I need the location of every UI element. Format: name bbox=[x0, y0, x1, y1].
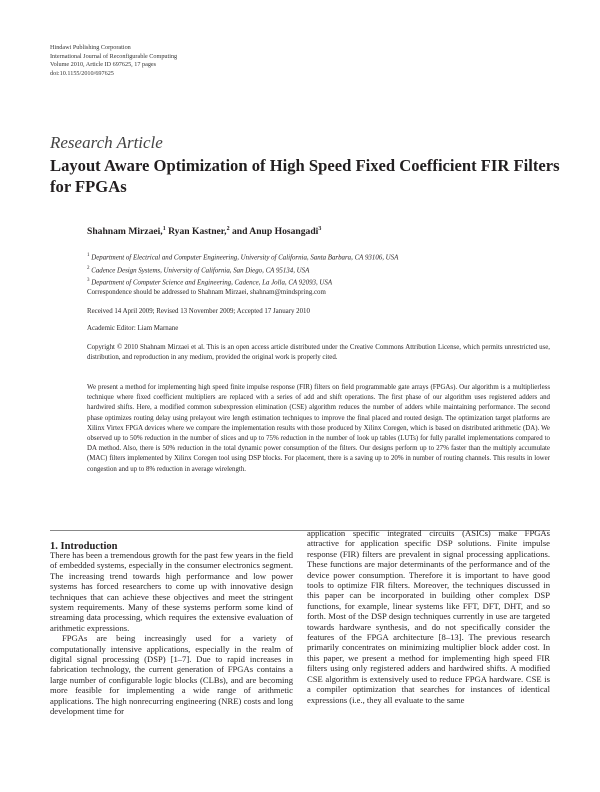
paragraph: FPGAs are being increasingly used for a variety of computationally intensive applications, especially in the realm of digital signal processing (DSP) [1–7]. Due to rapid increases in fabrication technology, the current generation of FPGAs contains a large number of configurable logic blocks (CLBs), and are becoming more feasible for implementing a wide range of arithmetic applications. The high nonrecurring engineering (NRE) costs and long development time for bbox=[50, 633, 293, 717]
abstract: We present a method for implementing high speed finite impulse response (FIR) filters on field programmable gate arrays (FPGAs). Our algorithm is a multiplierless technique where fixed coefficient multipliers are replaced with a series of add and shift operations. The first phase of our algorithm uses registered adders and hardwired shifts. Here, a modified common subexpression elimination (CSE) algorithm reduces the number of adders while maintaining performance. The second phase optimizes routing delay using prelayout wire length estimation techniques to improve the final placed and routed design. The optimization target platforms are Xilinx Virtex FPGA devices where we compare the implementation results with those produced by Xilinx Coregen, which is based on distributed arithmetic (DA). We observed up to 50% reduction in the number of slices and up to 75% reduction in the number of look up tables (LUTs) for fully parallel implementations compared to DA method. Also, there is 50% reduction in the total dynamic power consumption of the filters. Our designs perform up to 27% faster than the multiply accumulate (MAC) filters implemented by Xilinx Coregen tool using DSP blocks. For placement, there is a saving up to 20% in number of routing channels. This results in lower congestion and up to 8% reduction in average wirelength. bbox=[87, 384, 550, 473]
affiliation: $^2$ Cadence Design Systems, University of California, San Diego, CA 95134, USA bbox=[87, 265, 310, 274]
affiliations bbox=[87, 251, 398, 289]
section-type: Research Article bbox=[50, 133, 163, 152]
author-name: Shahnam Mirzaei, bbox=[87, 226, 163, 238]
section-heading: 1. Introduction bbox=[50, 541, 118, 552]
doi[interactable]: doi:10.1155/2010/697625 bbox=[50, 69, 114, 77]
author-name: and Anup Hosangadi bbox=[229, 226, 319, 238]
journal-header bbox=[50, 44, 177, 78]
publisher: Hindawi Publishing Corporation bbox=[50, 44, 131, 51]
correspondence: Correspondence should be addressed to Shahnam Mirzaei, shahnam@mindspring.com bbox=[87, 289, 326, 296]
article-title: Layout Aware Optimization of High Speed Fixed Coefficient FIR Filters for FPGAs bbox=[50, 156, 560, 196]
author-affil-mark: 2 bbox=[226, 226, 230, 232]
author-affil-mark: 3 bbox=[318, 226, 322, 232]
paragraph: application specific integrated circuits (ASICs) make FPGAs attractive for application specific DSP solutions. Finite impulse response (FIR) filters are prevalent in signal processing applications. These functions are major determinants of the performance and of the device power consumption. Therefore it is important to have good tools to optimize FIR filters. Moreover, the techniques discussed in this paper can be incorporated in building other complex DSP functions, for example, linear systems like FFT, DFT, DHT, and so forth. Most of the DSP design techniques currently in use are targeted towards hardware synthesis, and do not specifically consider the features of the FPGA architecture [8–13]. The previous research primarily concentrates on minimizing multiplier block adder cost. In this paper, we present a method for implementing high speed FIR filters using only registered adders and hardwired shifts. A modified CSE algorithm is extensively used to reduce FPGA hardware. CSE is a compiler optimization that searches for instances of identical expressions (i.e., they all evaluate to the same bbox=[307, 528, 550, 705]
academic-editor: Academic Editor: Liam Marnane bbox=[87, 325, 179, 332]
author-name: Ryan Kastner, bbox=[165, 226, 227, 238]
author-affil-mark: 1 bbox=[162, 226, 166, 232]
right-column bbox=[307, 528, 550, 705]
affiliation: $^1$ Department of Electrical and Computer Engineering, University of California, Santa Barbara, CA 93106, USA bbox=[87, 253, 399, 262]
affil-mark: 1 bbox=[87, 253, 90, 258]
volume-line: Volume 2010, Article ID 697625, 17 pages bbox=[50, 61, 157, 69]
dates: Received 14 April 2009; Revised 13 November 2009; Accepted 17 January 2010 bbox=[87, 308, 310, 315]
copyright-notice: Copyright © 2010 Shahnam Mirzaei et al. This is an open access article distributed under the Creative Commons Attribution License, which permits unrestricted use, distribution, and reproduction in any medium, provided the original work is properly cited. bbox=[87, 344, 550, 362]
affil-mark: 3 bbox=[87, 278, 90, 283]
affiliation: $^3$ Department of Computer Science and Engineering, Cadence, La Jolla, CA 92093, USA bbox=[87, 278, 333, 287]
journal-name: International Journal of Reconfigurable Computing bbox=[50, 52, 178, 60]
left-column bbox=[50, 548, 293, 717]
paragraph: There has been a tremendous growth for the past few years in the field of embedded systems, especially in the consumer electronics segment. The increasing trend towards high performance and low power systems has forced researchers to come up with innovative design techniques that can achieve these objectives and meet the stringent system requirements. Many of these systems perform some kind of streaming data processing, which requires the extensive evaluation of arithmetic expressions. bbox=[50, 550, 293, 633]
author-list bbox=[87, 226, 321, 237]
affil-mark: 2 bbox=[87, 265, 90, 271]
